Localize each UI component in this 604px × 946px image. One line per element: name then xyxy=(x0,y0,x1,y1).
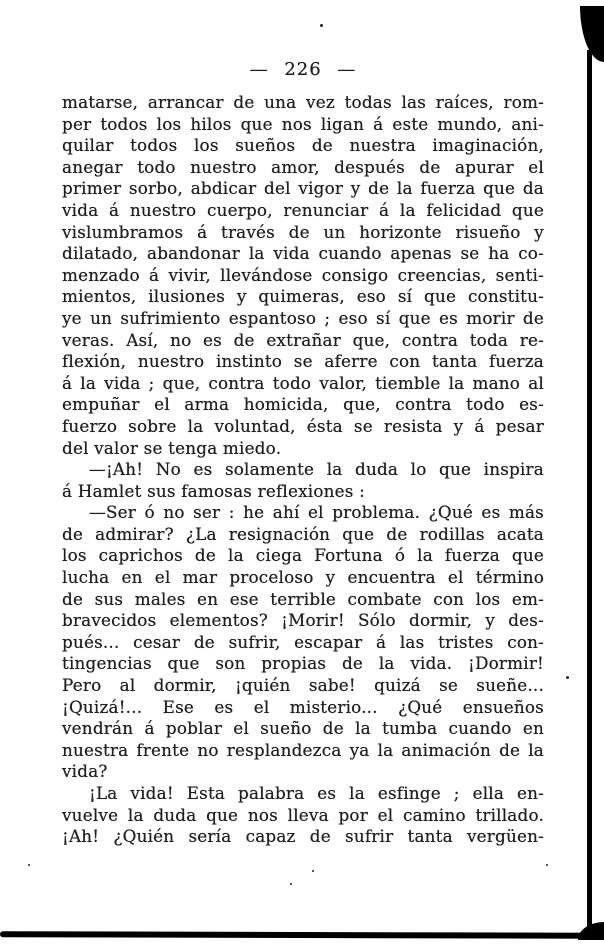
text-line: menzado á vivir, llevándose consigo creencias, senti- xyxy=(62,264,544,285)
text-line: los caprichos de la ciega Fortuna ó la fuerza que xyxy=(62,545,544,566)
text-line: ¡La vida! Esta palabra es la esfinge ; ella en- xyxy=(89,783,544,803)
paragraph xyxy=(62,783,544,848)
text-line: fuerzo sobre la voluntad, ésta se resista y á pesar xyxy=(62,415,544,436)
text-line: del valor se tenga miedo. xyxy=(62,437,282,458)
text-line: flexión, nuestro instinto se aferre con tanta fuerza xyxy=(62,351,544,372)
text-line: vendrán á poblar el sueño de la tumba cuando en xyxy=(62,718,544,739)
scan-edge-corner-bottom-right xyxy=(578,922,604,940)
text-line: vuelve la duda que nos lleva por el camino trillado. xyxy=(62,804,544,825)
text-line: bravecidos elementos? ¡Morir! Sólo dormir, y des- xyxy=(62,610,544,631)
paragraph xyxy=(62,92,544,459)
text-line: vislumbramos á través de un horizonte risueño y xyxy=(62,221,544,242)
scan-speck xyxy=(312,870,314,872)
text-line: tingencias que son propias de la vida. ¡Dormir! xyxy=(62,653,544,674)
text-line: —¡Ah! No es solamente la duda lo que inspira xyxy=(89,459,544,480)
text-line: pués... cesar de sufrir, escapar á las tristes con- xyxy=(62,631,544,652)
text-line: de sus males en ese terrible combate con los em- xyxy=(62,588,544,609)
scan-speck xyxy=(566,676,569,679)
text-line: per todos los hilos que nos ligan á este mundo, ani- xyxy=(62,113,544,134)
text-line: veras. Así, no es de extrañar que, contra toda re- xyxy=(62,329,544,350)
text-line: ¡Ah! ¿Quién sería capaz de sufrir tanta vergüen- xyxy=(62,826,544,847)
text-line: nuestra frente no resplandezca ya la animación de la xyxy=(62,739,544,760)
paragraph xyxy=(62,459,544,502)
scan-edge-bottom xyxy=(0,931,599,939)
text-line: mientos, ilusiones y quimeras, eso sí que constitu- xyxy=(62,286,544,307)
text-line: —Ser ó no ser : he ahí el problema. ¿Qué es más xyxy=(89,502,544,523)
scan-speck xyxy=(28,864,30,866)
text-line: á Hamlet sus famosas reflexiones : xyxy=(62,480,365,501)
scan-speck xyxy=(320,24,323,27)
page-number: — 226 — xyxy=(249,59,357,80)
text-line: Pero al dormir, ¡quién sabe! quizá se sueñe... xyxy=(62,675,544,696)
text-line: quilar todos los sueños de nuestra imaginación, xyxy=(62,135,544,156)
text-line: ¡Quizá!... Ese es el misterio... ¿Qué ensueños xyxy=(62,696,544,717)
paragraph xyxy=(62,502,544,783)
text-line: vida á nuestro cuerpo, renunciar á la felicidad que xyxy=(62,199,544,220)
text-line: anegar todo nuestro amor, después de apurar el xyxy=(62,156,544,177)
text-line: primer sorbo, abdicar del vigor y de la fuerza que da xyxy=(62,178,544,199)
text-line: vida? xyxy=(62,761,108,782)
text-line: de admirar? ¿La resignación que de rodillas acata xyxy=(62,523,544,544)
scan-speck xyxy=(546,864,548,866)
text-block xyxy=(62,92,544,848)
text-line: lucha en el mar proceloso y encuentra el término xyxy=(62,567,544,588)
scan-edge-corner-top-right xyxy=(580,6,604,62)
scan-edge-right xyxy=(587,50,592,938)
text-line: á la vida ; que, contra todo valor, tiemble la mano al xyxy=(62,372,544,393)
text-line: matarse, arrancar de una vez todas las raíces, rom- xyxy=(62,92,544,112)
text-line: ye un sufrimiento espantoso ; eso sí que es morir de xyxy=(62,307,544,328)
scan-speck xyxy=(290,883,292,885)
text-line: dilatado, abandonar la vida cuando apenas se ha co- xyxy=(62,243,544,264)
text-line: empuñar el arma homicida, que, contra todo es- xyxy=(62,394,544,415)
